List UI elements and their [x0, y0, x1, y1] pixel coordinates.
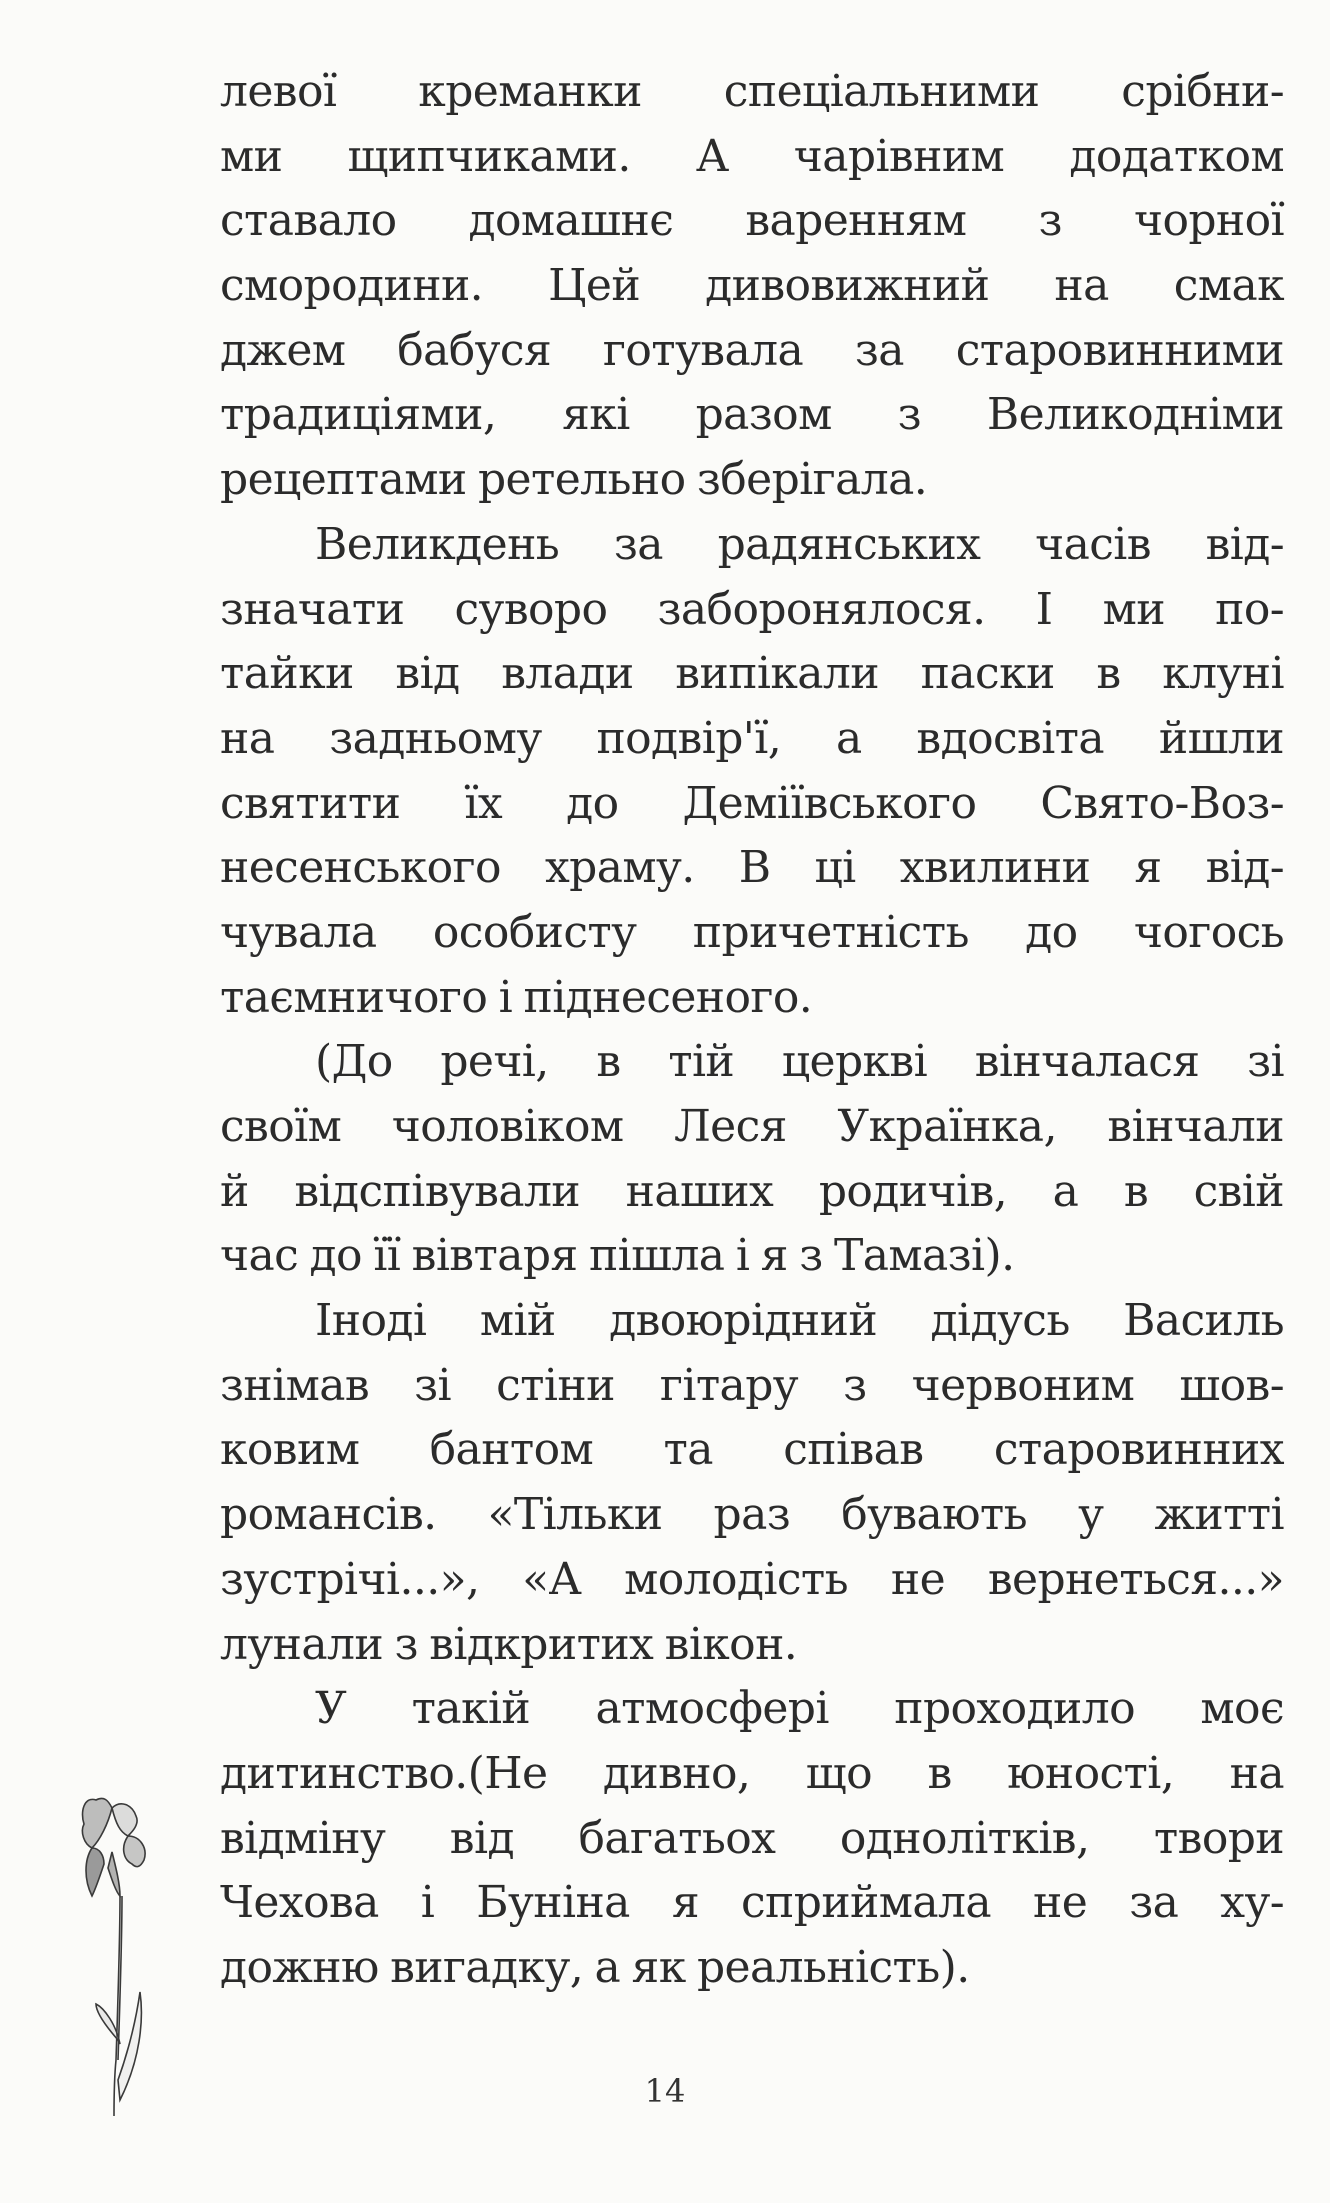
text-line: ми щипчиками. А чарівним додатком [220, 130, 1284, 182]
text-line: святити їх до Деміївського Свято-Воз- [220, 777, 1284, 829]
text-line: знімав зі стіни гітару з червоним шов- [220, 1359, 1284, 1411]
text-line: смородини. Цей дивовижний на смак [220, 260, 1284, 312]
paragraph-first-line: (До речі, в тій церкві вінчалася зі [315, 1036, 1284, 1088]
text-line: несенського храму. В ці хвилини я від- [220, 842, 1284, 894]
text-line: лунали з відкритих вікон. [220, 1618, 798, 1670]
text-line: тайки від влади випікали паски в клуні [220, 648, 1284, 700]
text-line: своїм чоловіком Леся Українка, вінчали [220, 1101, 1284, 1152]
text-line: рецептами ретельно зберігала. [220, 454, 928, 506]
text-line: чувала особисту причетність до чогось [220, 906, 1284, 958]
text-line: ковим бантом та співав старовинних [220, 1424, 1284, 1476]
text-line: левої креманки спеціальними срібни- [220, 66, 1284, 117]
text-line: романсів. «Тільки раз бувають у житті [220, 1489, 1284, 1541]
paragraph-first-line: У такій атмосфері проходило моє [315, 1683, 1284, 1735]
text-line: джем бабуся готувала за старовинними [220, 324, 1284, 376]
text-line: Чехова і Буніна я сприймала не за ху- [220, 1877, 1284, 1929]
body-text [220, 60, 1284, 2001]
text-line: й відспівували наших родичів, а в свій [220, 1165, 1284, 1217]
text-line: зустрічі...», «А молодість не вернеться...» [220, 1553, 1284, 1605]
text-line: відміну від багатьох однолітків, твори [220, 1812, 1284, 1864]
page-number: 14 [644, 2072, 686, 2110]
text-line: дитинство.(Не дивно, що в юності, на [220, 1747, 1284, 1799]
text-line: традиціями, які разом з Великодніми [220, 389, 1284, 441]
paragraph-first-line: Іноді мій двоюрідний дідусь Василь [315, 1295, 1284, 1347]
text-line: час до її вівтаря пішла і я з Тамазі). [220, 1230, 1015, 1282]
text-line: дожню вигадку, а як реальність). [220, 1941, 970, 1993]
text-line: ставало домашнє варенням з чорної [220, 195, 1284, 247]
paragraph-first-line: Великдень за радянських часів від- [315, 518, 1284, 570]
text-line: значати суворо заборонялося. І ми по- [220, 583, 1284, 635]
text-line: на задньому подвір'ї, а вдосвіта йшли [220, 712, 1284, 764]
text-line: таємничого і піднесеного. [220, 971, 813, 1023]
